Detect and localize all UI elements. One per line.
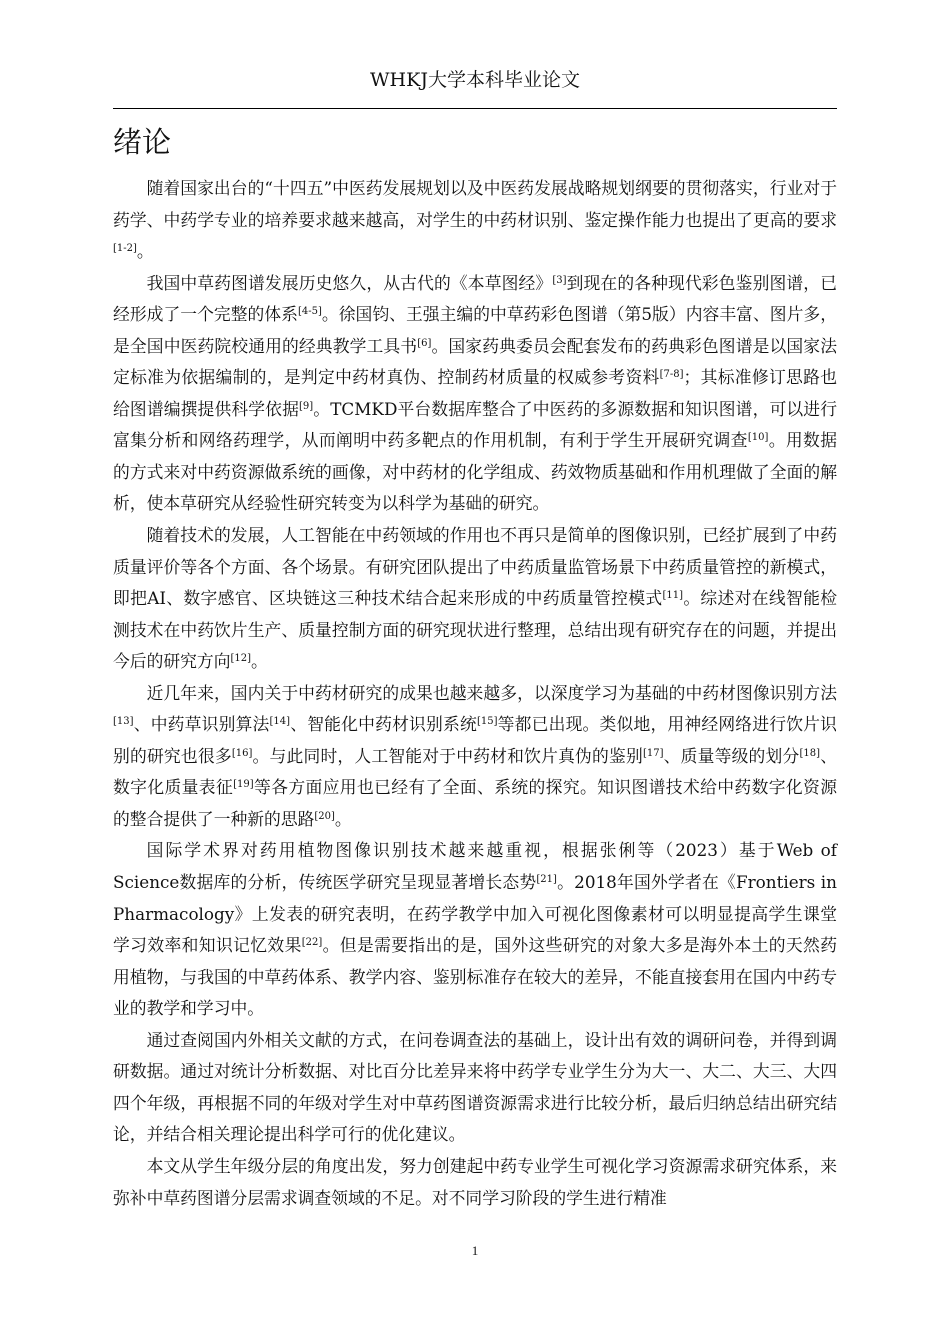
header-rule <box>113 108 837 109</box>
citation-ref: [22] <box>301 937 323 949</box>
text-run: 我国中草药图谱发展历史悠久，从古代的《本草图经》 <box>146 272 553 293</box>
citation-ref: [3] <box>552 274 567 286</box>
citation-ref: [6] <box>417 337 432 349</box>
text-run: 。与此同时，人工智能对于中药材和饮片真伪的鉴别 <box>252 745 643 766</box>
text-run: 。用数据的方式来对中药资源做系统的画像，对中药材的化学组成、药效物质基础和作用机理做了全面的解析，使本草研究从经验性研究转变为以科学为基础的研究。 <box>113 430 837 514</box>
citation-ref: [12] <box>230 653 252 665</box>
text-run: 随着国家出台的“十四五”中医药发展规划以及中医药发展战略规划纲要的贯彻落实，行业对于药学、中药学专业的培养要求越来越高，对学生的中药材识别、鉴定操作能力也提出了更高的要求 <box>113 178 837 230</box>
paragraph-5 <box>113 835 837 1024</box>
paragraph-2 <box>113 268 837 520</box>
text-run: 通过查阅国内外相关文献的方式，在问卷调查法的基础上，设计出有效的调研问卷，并得到调研数据。通过对统计分析数据、对比百分比差异来将中药学专业学生分为大一、大二、大三、大四四个年级，再根据不同的年级对学生对中草药图谱资源需求进行比较分析，最后归纳总结出研究结论，并结合相关理论提出科学可行的优化建议。 <box>113 1029 837 1145</box>
text-run: 。综述对在线智能检测技术在中药饮片生产、质量控制方面的研究现状进行整理，总结出现有研究存在的问题，并提出今后的研究方向 <box>113 588 837 672</box>
text-run: 近几年来，国内关于中药材研究的成果也越来越多，以深度学习为基础的中药材图像识别方法 <box>146 682 837 703</box>
citation-ref: [18] <box>799 747 820 759</box>
section-title: 绪论 <box>113 125 172 159</box>
page-number: 1 <box>471 1243 479 1258</box>
running-header: WHKJ大学本科毕业论文 <box>370 69 580 91</box>
text-run: 。 <box>136 241 154 262</box>
text-run: 国际学术界对药用植物图像识别技术越来越重视，根据张俐等（2023）基于Web of Science数据库的分析，传统医学研究呈现显著增长态势 <box>113 840 837 893</box>
citation-ref: [10] <box>747 432 769 444</box>
text-run: 。国家药典委员会配套发布的药典彩色图谱是以国家法定标准为依据编制的，是判定中药材真伪、控制药材质量的权威参考资料 <box>113 335 837 388</box>
text-run: 等各方面应用也已经有了全面、系统的探究。知识图谱技术给中药数字化资源的整合提供了一种新的思路 <box>113 777 837 829</box>
text-run: 。徐国钧、王强主编的中草药彩色图谱（第5版）内容丰富、图片多，是全国中医药院校通用的经典教学工具书 <box>113 304 837 356</box>
text-run: 、智能化中药材识别系统 <box>290 714 477 735</box>
text-run: 等都已出现。类似地，用神经网络进行饮片识别的研究也很多 <box>113 714 837 766</box>
text-run: 。但是需要指出的是，国外这些研究的对象大多是海外本土的天然药用植物，与我国的中草药体系、教学内容、鉴别标准存在较大的差异，不能直接套用在国内中药专业的教学和学习中。 <box>113 935 837 1019</box>
citation-ref: [17] <box>642 747 664 759</box>
text-run: 、数字化质量表征 <box>113 745 837 798</box>
citation-ref: [19] <box>233 779 254 791</box>
paragraph-7 <box>113 1151 837 1214</box>
paragraph-1 <box>113 173 837 268</box>
text-run: 。2018年国外学者在《Frontiers in Pharmacology》上发表的研究表明，在药学教学中加入可视化图像素材可以明显提高学生课堂学习效率和知识记忆效果 <box>113 872 837 956</box>
text-run: 随着技术的发展，人工智能在中药领域的作用也不再只是简单的图像识别，已经扩展到了中药质量评价等各个方面、各个场景。有研究团队提出了中药质量监管场景下中药质量管控的新模式，即把AI、数字感官、区块链这三种技术结合起来形成的中药质量管控模式 <box>113 525 837 609</box>
paragraph-6 <box>113 1025 837 1151</box>
citation-ref: [21] <box>536 874 557 886</box>
text-run: 。 <box>334 808 352 829</box>
citation-ref: [4-5] <box>297 306 322 318</box>
text-run: ；其标准修订思路也给图谱编撰提供科学依据 <box>113 367 837 419</box>
paragraph-4 <box>113 678 837 836</box>
citation-ref: [20] <box>314 810 335 822</box>
citation-ref: [15] <box>476 716 498 728</box>
text-run: 到现在的各种现代彩色鉴别图谱，已经形成了一个完整的体系 <box>113 272 837 325</box>
citation-ref: [7-8] <box>659 369 684 381</box>
body-text <box>113 173 837 1214</box>
text-run: 、质量等级的划分 <box>663 745 800 766</box>
citation-ref: [1-2] <box>113 243 137 255</box>
text-run: 本文从学生年级分层的角度出发，努力创建起中药专业学生可视化学习资源需求研究体系，来弥补中草药图谱分层需求调查领域的不足。对不同学习阶段的学生进行精准 <box>113 1155 837 1208</box>
citation-ref: [13] <box>113 716 134 728</box>
text-run: 、中药草识别算法 <box>133 714 270 735</box>
text-run: 。 <box>251 651 268 672</box>
citation-ref: [14] <box>269 716 291 728</box>
text-run: 。TCMKD平台数据库整合了中医药的多源数据和知识图谱，可以进行富集分析和网络药理学，从而阐明中药多靶点的作用机制，有利于学生开展研究调查 <box>113 398 837 451</box>
citation-ref: [9] <box>298 400 314 412</box>
citation-ref: [16] <box>231 747 253 759</box>
citation-ref: [11] <box>662 590 683 602</box>
paragraph-3 <box>113 520 837 678</box>
